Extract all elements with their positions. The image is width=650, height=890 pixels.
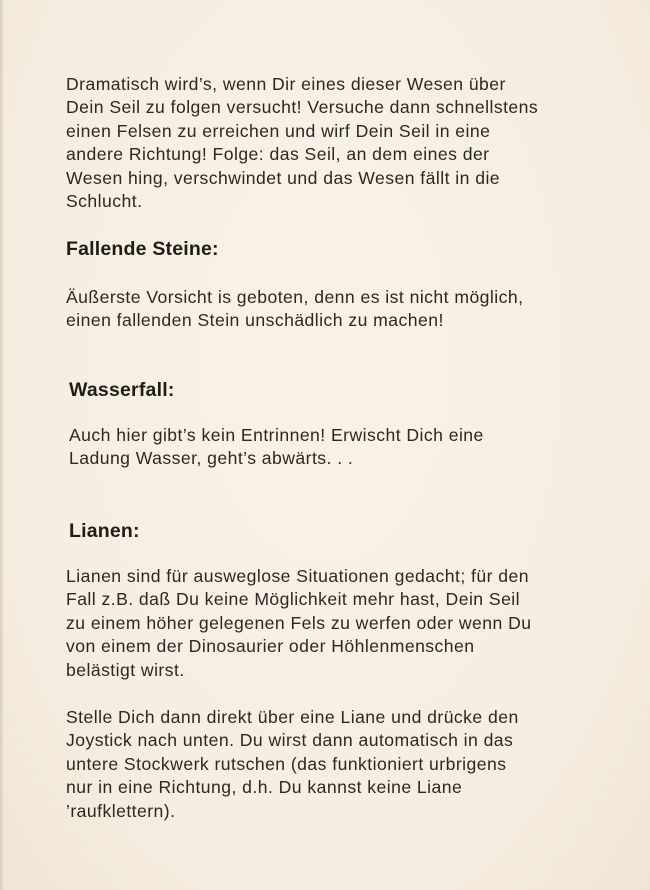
text-line: Stelle Dich dann direkt über eine Liane und drücke den xyxy=(66,707,519,727)
text-line: nur in eine Richtung, d.h. Du kannst keine Liane xyxy=(66,777,463,798)
page-edge-shadow xyxy=(0,0,4,890)
text-line: Ladung Wasser, geht’s abwärts. . . xyxy=(69,448,354,469)
text-line: Schlucht. xyxy=(66,191,143,212)
heading-vines: Lianen: xyxy=(69,520,140,542)
text-line: Äußerste Vorsicht is geboten, denn es ist nicht möglich, xyxy=(66,287,524,307)
text-line: ’raufklettern). xyxy=(66,800,176,821)
intro-paragraph xyxy=(66,73,596,213)
vines-paragraph xyxy=(66,565,596,682)
heading-falling-stones: Fallende Steine: xyxy=(66,238,219,260)
waterfall-paragraph xyxy=(69,424,599,471)
vines-usage-paragraph xyxy=(66,706,596,823)
heading-waterfall: Wasserfall: xyxy=(69,379,175,401)
falling-stones-paragraph xyxy=(66,286,596,333)
text-line: Dein Seil zu folgen versucht! Versuche dann schnellstens xyxy=(66,97,539,118)
text-line: Auch hier gibt’s kein Entrinnen! Erwischt Dich eine xyxy=(69,425,484,445)
text-line: einen Felsen zu erreichen und wirf Dein Seil in eine xyxy=(66,120,491,141)
text-line: Dramatisch wird’s, wenn Dir eines dieser Wesen über xyxy=(66,74,506,94)
text-line: untere Stockwerk rutschen (das funktioniert urbrigens xyxy=(66,753,507,774)
text-line: Joystick nach unten. Du wirst dann automatisch in das xyxy=(66,730,514,751)
text-line: Fall z.B. daß Du keine Möglichkeit mehr hast, Dein Seil xyxy=(66,589,521,610)
text-line: belästigt wirst. xyxy=(66,659,185,680)
text-line: Lianen sind für ausweglose Situationen gedacht; für den xyxy=(66,566,529,586)
text-line: andere Richtung! Folge: das Seil, an dem eines der xyxy=(66,144,490,165)
text-line: einen fallenden Stein unschädlich zu machen! xyxy=(66,310,444,331)
text-line: zu einem höher gelegenen Fels zu werfen oder wenn Du xyxy=(66,612,532,633)
text-line: von einem der Dinosaurier oder Höhlenmenschen xyxy=(66,636,475,657)
text-line: Wesen hing, verschwindet und das Wesen fällt in die xyxy=(66,167,501,188)
